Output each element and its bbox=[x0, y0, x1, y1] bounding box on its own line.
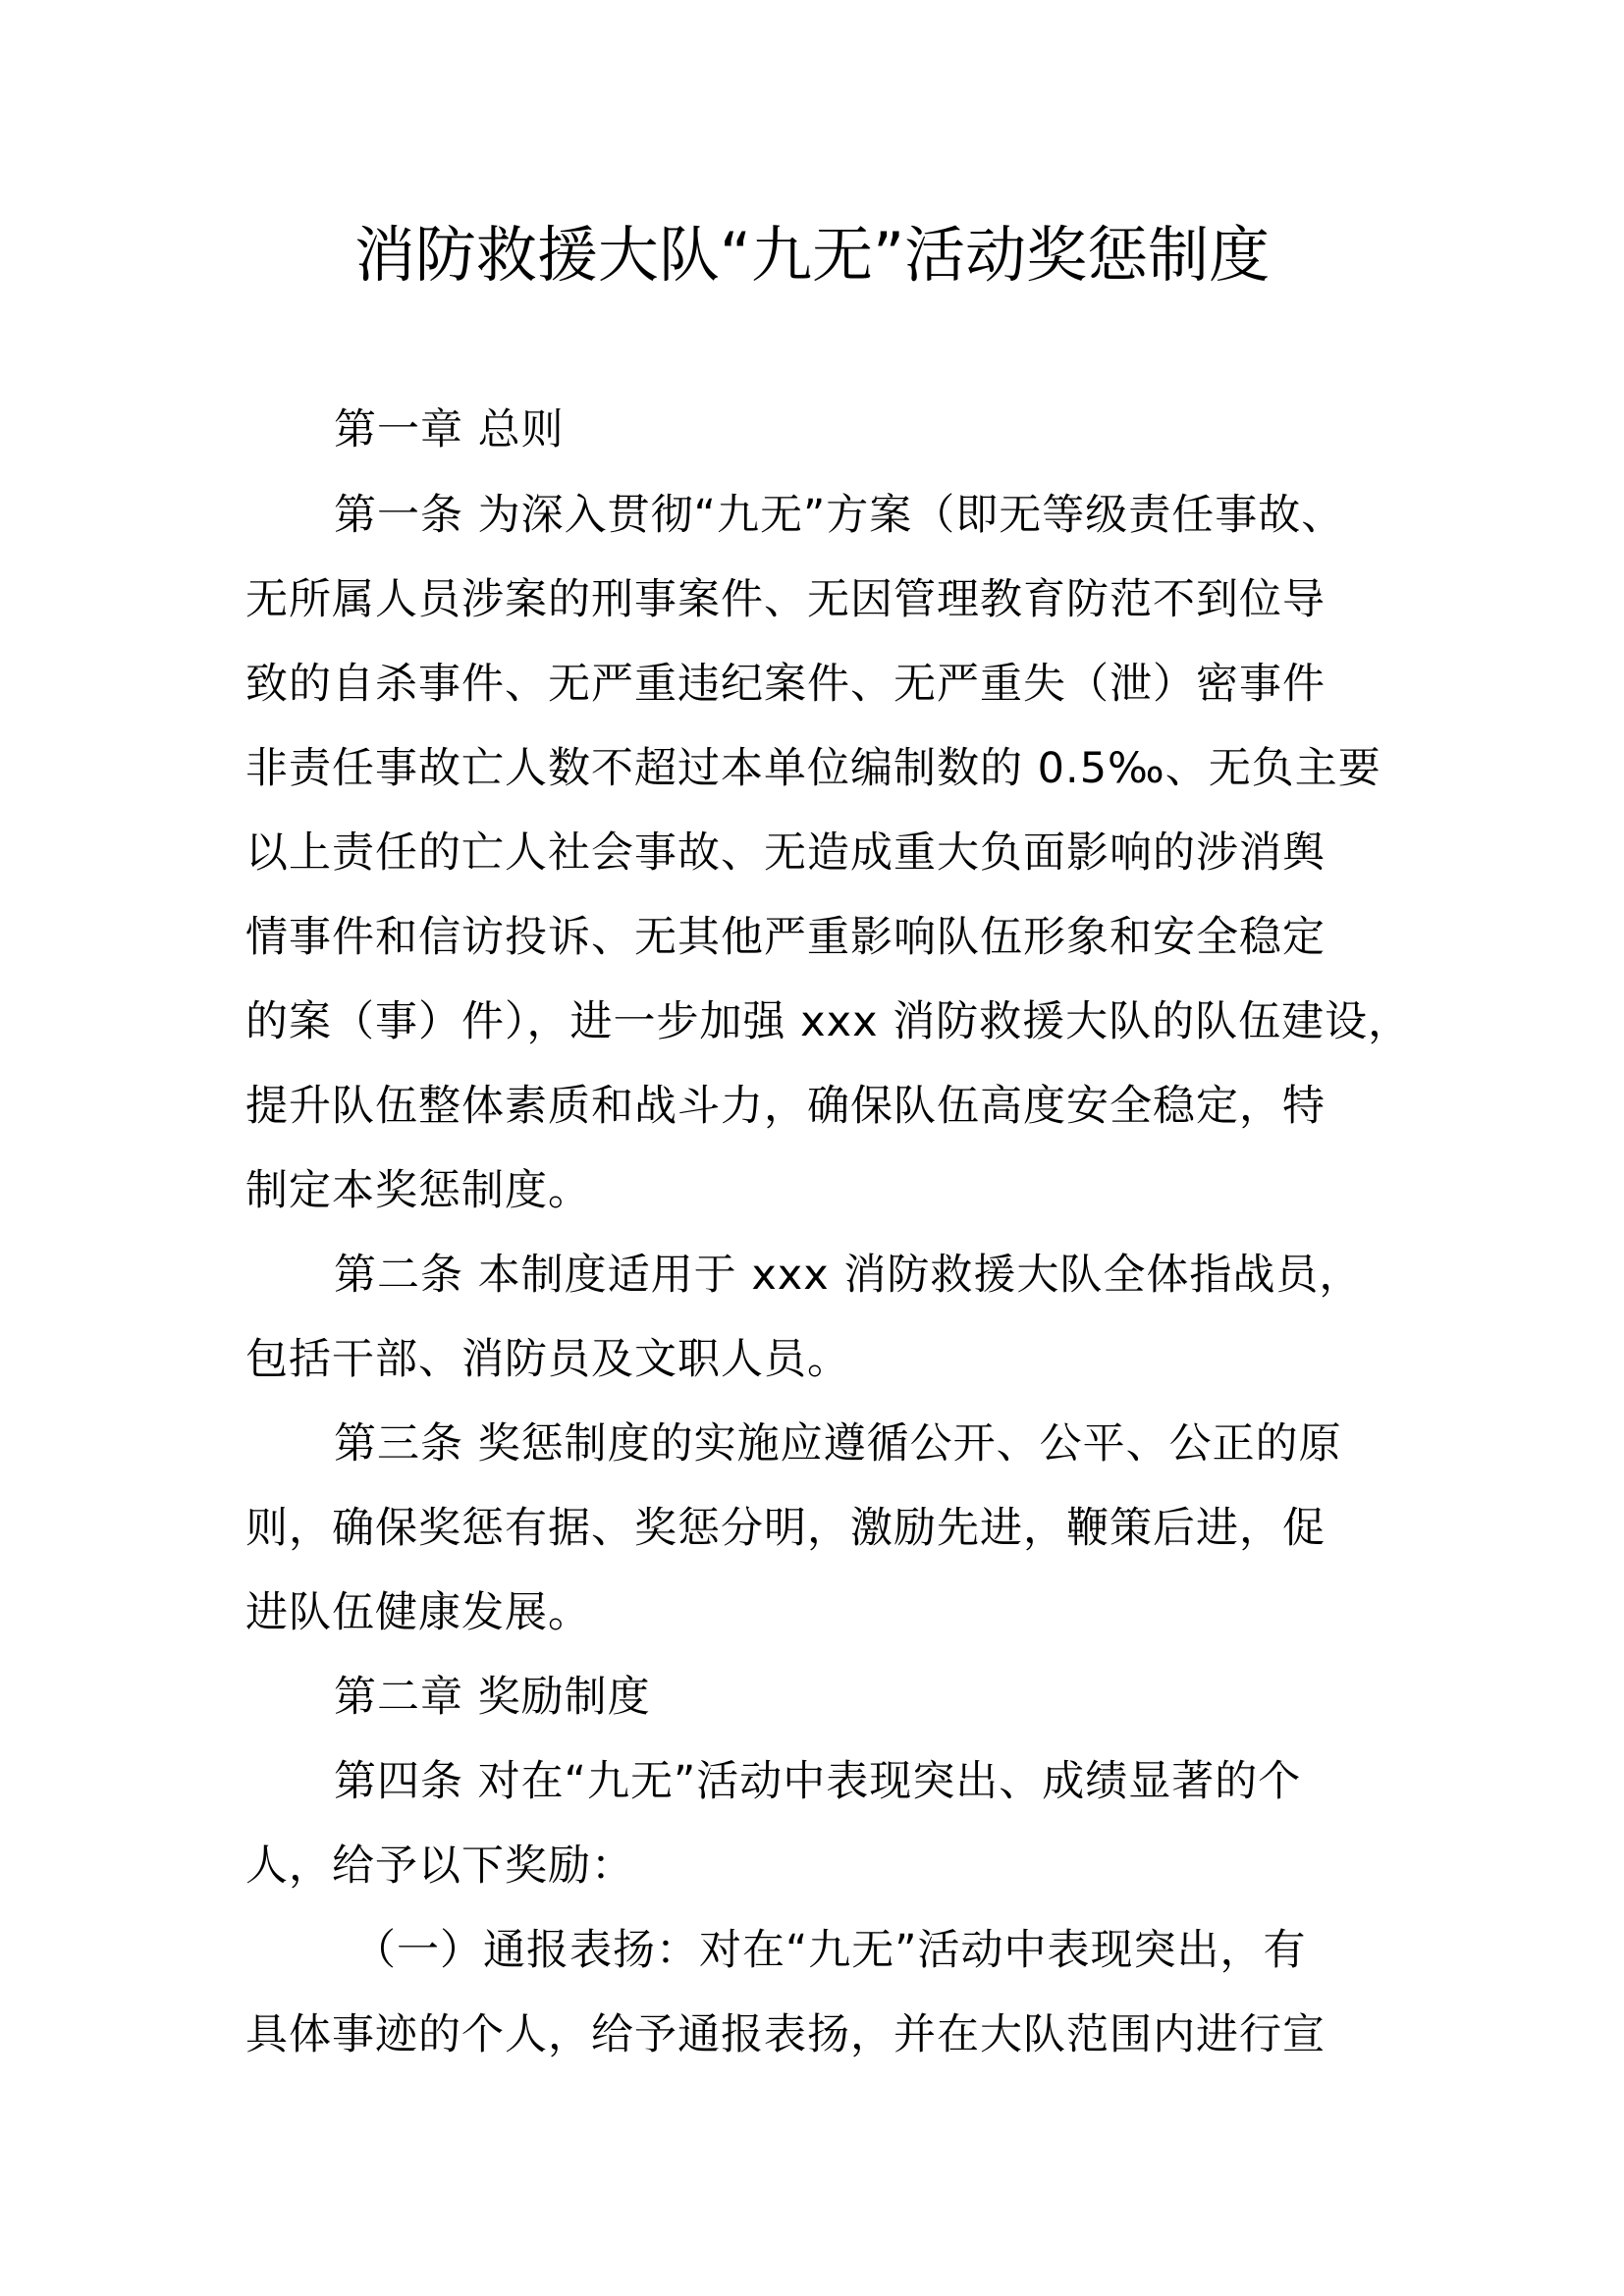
paragraph-line: 则，确保奖惩有据、奖惩分明，激励先进，鞭策后进，促 bbox=[245, 1504, 1326, 1553]
paragraph-line: 以上责任的亡人社会事故、无造成重大负面影响的涉消舆 bbox=[245, 828, 1326, 878]
paragraph-line: 情事件和信访投诉、无其他严重影响队伍形象和安全稳定 bbox=[245, 913, 1326, 962]
paragraph-line: 制定本奖惩制度。 bbox=[245, 1166, 591, 1215]
paragraph-line: 具体事迹的个人，给予通报表扬，并在大队范围内进行宣 bbox=[245, 2010, 1326, 2059]
paragraph-line: 无所属人员涉案的刑事案件、无因管理教育防范不到位导 bbox=[245, 575, 1326, 624]
article-paragraph-line: 第四条 对在“九无”活动中表现突出、成绩显著的个 bbox=[334, 1757, 1302, 1806]
chapter-heading: 第二章 奖励制度 bbox=[334, 1673, 651, 1722]
document-title: 消防救援大队“九无”活动奖惩制度 bbox=[353, 219, 1271, 291]
list-item-line: （一）通报表扬：对在“九无”活动中表现突出，有 bbox=[353, 1926, 1307, 1975]
paragraph-line: 致的自杀事件、无严重违纪案件、无严重失（泄）密事件 bbox=[245, 660, 1326, 709]
article-paragraph-line: 第二条 本制度适用于 xxx 消防救援大队全体指战员， bbox=[334, 1251, 1363, 1300]
paragraph-line: 提升队伍整体素质和战斗力，确保队伍高度安全稳定，特 bbox=[245, 1082, 1326, 1131]
chapter-heading: 第一章 总则 bbox=[334, 405, 565, 454]
article-paragraph-line: 第一条 为深入贯彻“九无”方案（即无等级责任事故、 bbox=[334, 491, 1345, 540]
paragraph-line: 非责任事故亡人数不超过本单位编制数的 0.5‰、无负主要 bbox=[245, 744, 1381, 793]
paragraph-line: 包括干部、消防员及文职人员。 bbox=[245, 1335, 850, 1384]
paragraph-line: 的案（事）件），进一步加强 xxx 消防救援大队的队伍建设， bbox=[245, 997, 1412, 1046]
article-paragraph-line: 第三条 奖惩制度的实施应遵循公开、公平、公正的原 bbox=[334, 1419, 1342, 1468]
paragraph-line: 进队伍健康发展。 bbox=[245, 1588, 591, 1637]
paragraph-line: 人，给予以下奖励： bbox=[245, 1842, 634, 1891]
